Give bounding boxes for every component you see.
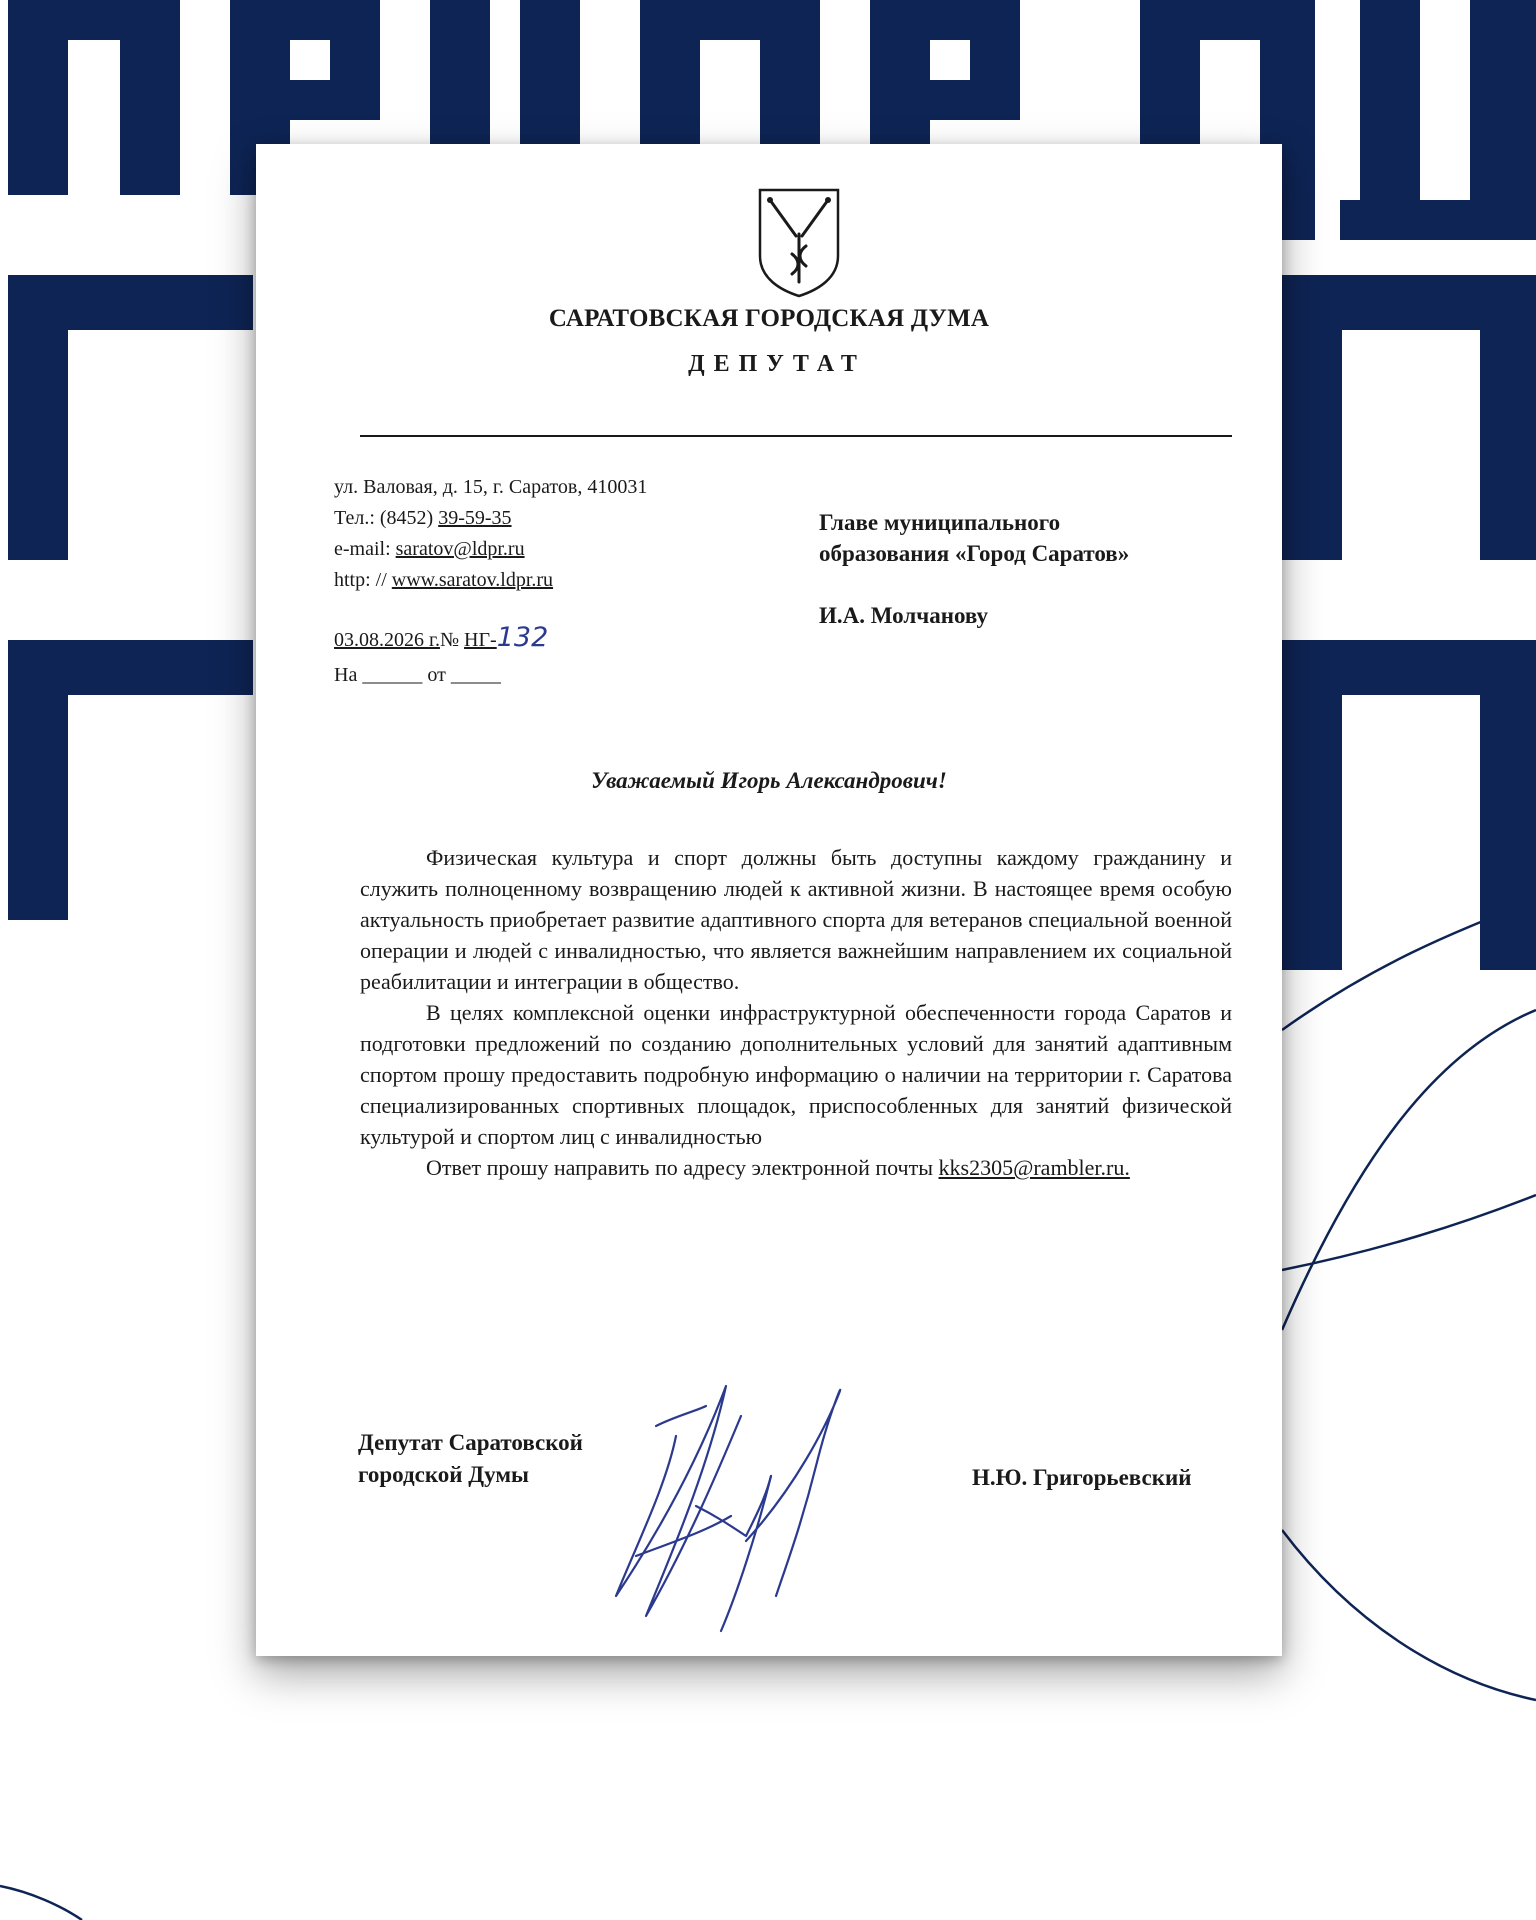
reply-label: На: [334, 664, 358, 686]
contacts-block: [334, 472, 647, 596]
reply-request-text: Ответ прошу направить по адресу электронной почты: [426, 1155, 939, 1180]
organization-title: САРАТОВСКАЯ ГОРОДСКАЯ ДУМА: [548, 305, 990, 332]
position-title: ДЕПУТАТ: [688, 351, 866, 377]
registration-number-handwritten: 132: [496, 622, 549, 653]
website-link[interactable]: www.saratov.ldpr.ru: [391, 569, 554, 591]
website-label: http: //: [334, 569, 392, 591]
body-paragraph-3: [360, 1152, 1232, 1183]
from-blank: _____: [450, 664, 501, 686]
header-divider: [360, 435, 1232, 437]
saratov-coat-of-arms-emblem: [756, 186, 842, 298]
registration-number-label: №: [439, 629, 465, 651]
website-line: [334, 565, 647, 596]
phone-line: [334, 503, 647, 534]
phone-label: Тел.: (8452): [334, 507, 439, 529]
email-link[interactable]: saratov@ldpr.ru: [395, 538, 525, 560]
registration-series: НГ-: [464, 629, 497, 651]
handwritten-signature: [596, 1366, 896, 1636]
email-label: e-mail:: [334, 538, 396, 560]
signatory-title-line-1: Депутат Саратовской: [358, 1430, 583, 1455]
addressee-block: [819, 507, 1129, 569]
signatory-title-line-2: городской Думы: [358, 1462, 529, 1487]
salutation: Уважаемый Игорь Александрович!: [591, 768, 947, 793]
addressee-line-1: Главе муниципального: [819, 510, 1061, 535]
addressee-line-2: образования «Город Саратов»: [819, 541, 1130, 566]
letter-body: [360, 842, 1232, 1183]
reply-email-link[interactable]: kks2305@rambler.ru.: [938, 1155, 1130, 1180]
registration-date: 03.08.2026 г.: [334, 629, 440, 651]
signatory-title: [358, 1427, 583, 1491]
reply-reference-line: [334, 664, 501, 687]
email-line: [334, 534, 647, 565]
from-label: от: [427, 664, 446, 686]
letter-page: [256, 144, 1282, 1656]
body-paragraph-2: В целях комплексной оценки инфраструктурной обеспеченности города Саратов и подготовки предложений по созданию дополнительных условий для занятий адаптивным спортом прошу предоставить подробную информацию о наличии на территории г. Саратова специализированных спортивных площадок, приспособленных для занятий физической культурой и спортом лиц с инвалидностью: [360, 1000, 1232, 1149]
address-line: ул. Валовая, д. 15, г. Саратов, 410031: [334, 476, 648, 498]
body-paragraph-1: Физическая культура и спорт должны быть доступны каждому гражданину и служить полноценному возвращению людей к активной жизни. В настоящее время особую актуальность приобретает развитие адаптивного спорта для ветеранов специальной военной операции и людей с инвалидностью, что является важнейшим направлением их социальной реабилитации и интеграции в общество.: [360, 845, 1232, 994]
signatory-name: Н.Ю. Григорьевский: [972, 1465, 1192, 1490]
reply-blank: ______: [362, 664, 423, 686]
addressee-name: И.А. Молчанову: [819, 603, 989, 628]
registration-line: [334, 622, 548, 653]
phone-number: 39-59-35: [438, 507, 512, 529]
